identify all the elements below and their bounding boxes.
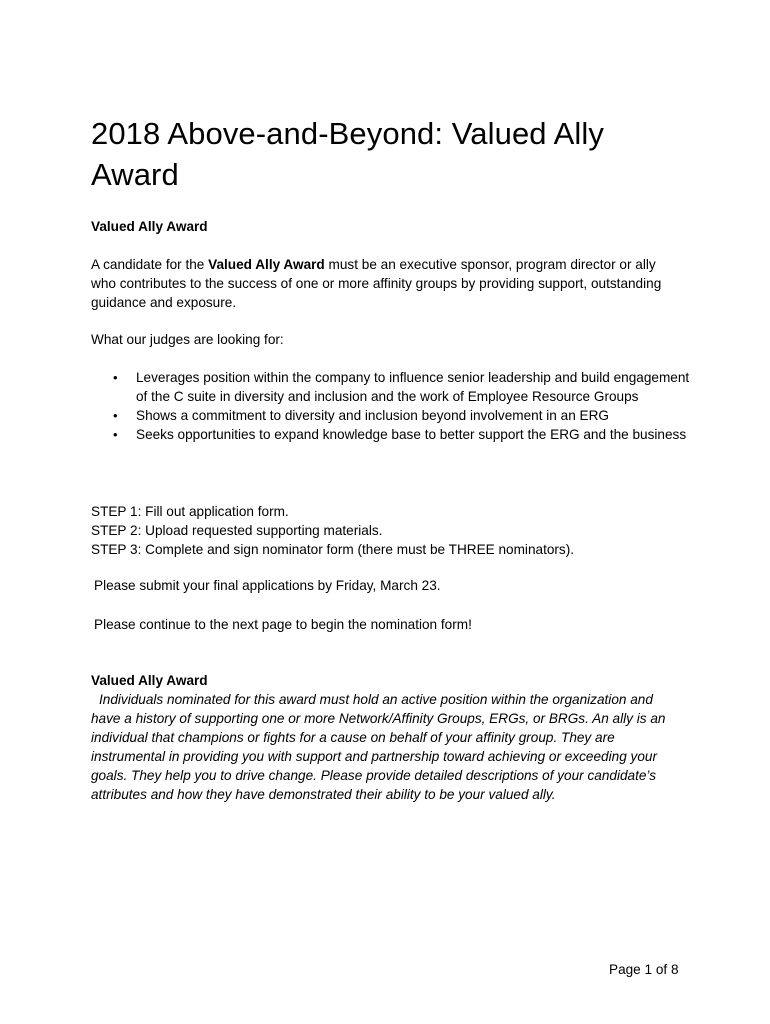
list-item — [91, 368, 691, 406]
nomination-description: Individuals nominated for this award must hold an active position within the organization and have a history of supporting one or more Network/Affinity Groups, ERGs, or BRGs. An ally is an individual that champions or fights for a cause on behalf of your affinity group. They are instrumental in providing you with support and partnership toward achieving or exceeding your goals. They help you to drive change. Please provide detailed descriptions of your candidate’s attributes and how they have demonstrated their ability to be your valued ally. — [91, 692, 666, 802]
bullet-icon: • — [113, 427, 118, 442]
judges-label: What our judges are looking for: — [91, 332, 284, 347]
continue-text: Please continue to the next page to begin the nomination form! — [94, 617, 472, 632]
section-heading: Valued Ally Award — [91, 219, 208, 234]
criteria-list — [91, 368, 691, 444]
step-1: STEP 1: Fill out application form. — [91, 504, 289, 519]
intro-award-name: Valued Ally Award — [208, 257, 325, 272]
list-item-text: Leverages position within the company to influence senior leadership and build engagement of the C suite in diversity and inclusion and the work of Employee Resource Groups — [136, 370, 690, 404]
page-title: 2018 Above-and-Beyond: Valued Ally Award — [91, 115, 604, 192]
section-heading-2: Valued Ally Award — [91, 673, 208, 688]
page-number: Page 1 of 8 — [609, 962, 679, 977]
list-item-text: Shows a commitment to diversity and inclusion beyond involvement in an ERG — [136, 408, 609, 423]
intro-text-start: A candidate for the — [91, 257, 209, 272]
deadline-text: Please submit your final applications by Friday, March 23. — [94, 578, 441, 593]
list-item — [91, 425, 691, 444]
steps-block — [91, 502, 681, 559]
bullet-icon: • — [113, 408, 118, 423]
step-3: STEP 3: Complete and sign nominator form (there must be THREE nominators). — [91, 542, 575, 557]
step-2: STEP 2: Upload requested supporting materials. — [91, 523, 383, 538]
list-item-text: Seeks opportunities to expand knowledge base to better support the ERG and the business — [136, 427, 687, 442]
intro-text-end: must be an executive sponsor, program director or ally who contributes to the success of one or more affinity groups by providing support, outstanding guidance and exposure. — [91, 257, 662, 310]
list-item — [91, 406, 691, 425]
intro-paragraph — [91, 255, 681, 312]
bullet-icon: • — [113, 370, 118, 385]
